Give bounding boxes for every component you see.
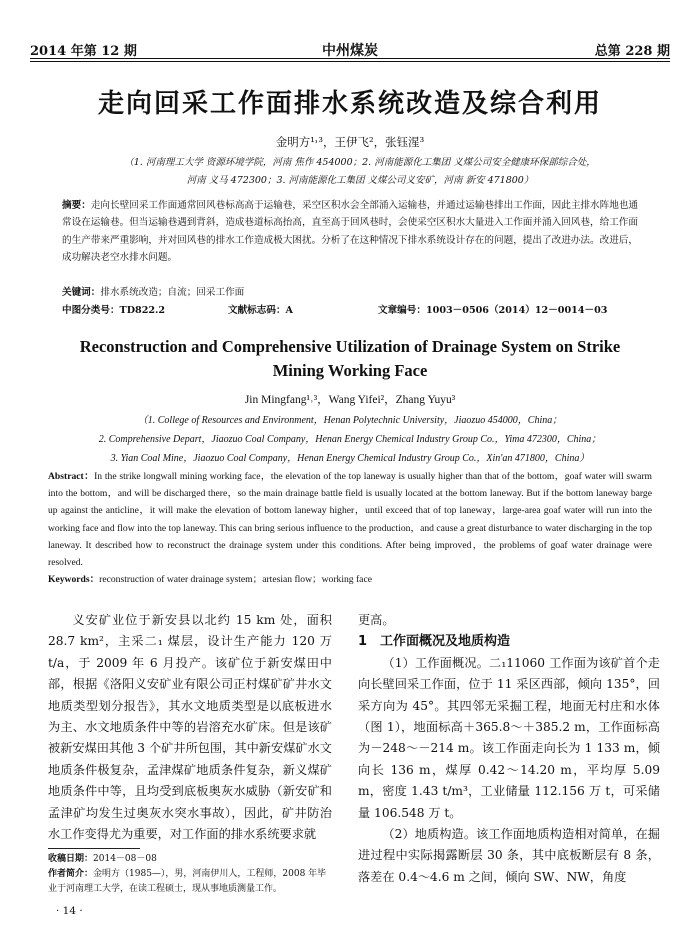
english-abstract [48, 468, 652, 571]
chinese-authors: 金明方¹˒³，王伊飞²，张钰湦³ [275, 135, 425, 149]
article-number: 文章编号：1003－0506（2014）12－0014－03 [378, 305, 608, 316]
working-face-overview-paragraph: （1）工作面概况。二₁11060 工作面为该矿首个走向长壁回采工作面，位于 11 采区西部，倾向 135°，回采方向为 45°。其四邻无采掘工程，地面无村庄和水体（图 1），地面标高＋365.8～＋385.2 m，工作面标高为－248～－214 m。该工作面走向长为 1 133 m，倾向长 136 m，煤厚 0.42～14.20 m，平均厚 5.09 m，密度 1.43 t/m³，工业储量 112.156 万 t，可采储量 106.548 万 t。 [358, 655, 660, 820]
author-bio-label: 作者简介： [48, 869, 94, 879]
author-bio-text: 金明方（1985—），男，河南伊川人，工程师，2008 年毕业于河南理工大学，在读工程硕士，现从事地质测量工作。 [48, 869, 327, 894]
chinese-affiliation-line-1: （1. 河南理工大学 资源环境学院，河南 焦作 454000；2. 河南能源化工集团 义煤公司安全健康环保部综合处， [124, 157, 596, 168]
english-keywords [48, 571, 372, 585]
english-abstract-label: Abstract： [48, 471, 95, 482]
intro-paragraph-continuation: 更高。 [358, 613, 395, 627]
header-rule-thin [30, 61, 670, 62]
geological-structure-paragraph: （2）地质构造。该工作面地质构造相对简单，在掘进过程中实际揭露断层 30 条，其中底板断层有 8 条，落差在 0.4～4.6 m 之间，倾向 SW、NW，角度 [358, 827, 660, 884]
journal-name: 中州煤炭 [322, 43, 378, 59]
footnote-rule [48, 848, 140, 849]
running-header [30, 40, 670, 58]
chinese-abstract [62, 197, 638, 267]
received-date-footnote [48, 852, 332, 867]
total-issue-label: 总第 228 期 [594, 44, 670, 59]
english-affiliation-line-1: （1. College of Resources and Environment，Henan Polytechnic University，Jiaozuo 454000，China； [137, 415, 563, 426]
english-abstract-text: In the strike longwall mining working face，the elevation of the top laneway is usually higher than that of the bottom，goaf water will swarm into the bottom，and will be discharged there，so the main drainage battle field is usually located at the bottom laneway. But if the bottom laneway barge up against the anticline，it will make the elevation of bottom laneway higher，until exceed that of top laneway，large-area goaf water will run into the working face and flow into the top laneway. This can bring serious influence to the production，and cause a great disturbance to water discharging in the top laneway. It described how to reconstruct the drainage system under this conditions. After being improved，the problems of goaf water drainage were resolved. [48, 471, 652, 569]
received-date: 2014－08－08 [93, 854, 157, 864]
chinese-keywords [62, 284, 244, 298]
english-title: Reconstruction and Comprehensive Utilization of Drainage System on Strike Mining Working Face [79, 337, 621, 380]
document-code: 文献标志码：A [228, 305, 294, 316]
chinese-affiliation-line-2: 河南 义马 472300；3. 河南能源化工集团 义煤公司义安矿，河南 新安 471800） [186, 175, 534, 186]
english-authors: Jin Mingfang¹˒³，Wang Yifei²，Zhang Yuyu³ [244, 394, 456, 406]
body-column-right [358, 610, 660, 888]
section-heading: 1 工作面概况及地质构造 [358, 634, 511, 650]
header-rule-thick [30, 58, 670, 59]
body-column-left [48, 610, 332, 845]
chinese-keywords-text: 排水系统改造；自流；回采工作面 [100, 287, 245, 298]
chinese-title: 走向回采工作面排水系统改造及综合利用 [97, 89, 602, 119]
english-affiliation-line-3: 3. Yian Coal Mine，Jiaozuo Coal Company，Henan Energy Chemical Industry Group Co.，Xin'an 471800，China） [110, 453, 590, 464]
page-number: · 14 · [56, 905, 83, 917]
chinese-abstract-label: 摘要： [62, 200, 91, 211]
issue-label: 2014 年第 12 期 [30, 44, 137, 59]
clc-number: 中图分类号：TD822.2 [62, 305, 166, 316]
english-affiliation-line-2: 2. Comprehensive Depart，Jiaozuo Coal Company，Henan Energy Chemical Industry Group Co.，Yima 472300，China； [98, 434, 602, 445]
received-label: 收稿日期： [48, 854, 94, 864]
chinese-abstract-text: 走向长壁回采工作面通常回风巷标高高于运输巷，采空区积水会全部涌入运输巷，并通过运输巷排出工作面，因此主排水阵地也通常设在运输巷。但当运输巷遇到背斜，造成巷道标高抬高，直至高于回风巷时，会使采空区积水大量进入工作面并涌入回风巷，给工作面的生产带来严重影响，并对回风巷的排水工作造成极大困扰。分析了在这种情况下排水系统设计存在的问题，提出了改进办法。改进后，成功解决老空水排水问题。 [62, 200, 639, 264]
english-keywords-text: reconstruction of water drainage system；artesian flow；working face [99, 574, 372, 585]
author-bio-footnote [48, 867, 332, 896]
english-keywords-label: Keywords： [48, 574, 100, 585]
intro-paragraph: 义安矿业位于新安县以北约 15 km 处，面积 28.7 km²，主采二₁ 煤层，设计生产能力 120 万 t/a，于 2009 年 6 月投产。该矿位于新安煤田中部，根据《洛阳义安矿业有限公司正村煤矿矿井水文地质类型划分报告》，其水文地质类型是以底板进水为主、水文地质条件中等的岩溶充水矿床。但是该矿被新安煤田其他 3 个矿井所包围，其中新安煤矿水文地质条件极复杂，孟津煤矿地质条件复杂，新义煤矿地质条件中等，且均受到底板奥灰水威胁（新安矿和孟津矿均发生过奥灰水突水事故），因此，矿井防治水工作变得尤为重要，对工作面的排水系统要求就 [48, 613, 332, 842]
chinese-keywords-label: 关键词： [62, 287, 101, 298]
